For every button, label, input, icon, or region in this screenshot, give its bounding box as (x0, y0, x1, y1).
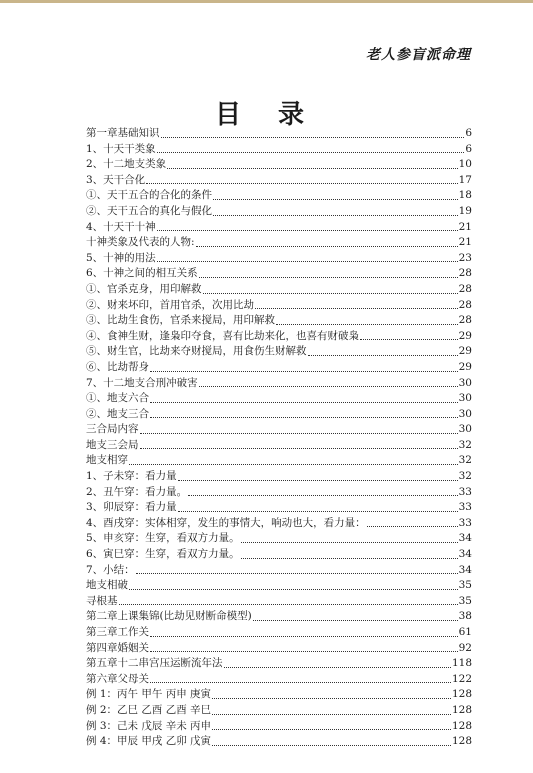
toc-entry-page-number: 33 (458, 485, 472, 498)
toc-entry-title: ②、天干五合的真化与假化 (86, 204, 212, 217)
toc-entry[interactable] (86, 298, 472, 314)
dot-leader (213, 198, 458, 200)
page-title: 目 录 (214, 100, 319, 130)
toc-entry-title: 2、丑午穿：看力量。 (86, 485, 188, 498)
toc-entry[interactable] (86, 719, 472, 735)
toc-entry-title: 1、子未穿：看力量 (86, 470, 177, 483)
toc-entry-page-number: 6 (465, 142, 472, 155)
table-of-contents (86, 126, 472, 750)
toc-entry[interactable] (86, 453, 472, 469)
toc-entry[interactable] (86, 641, 472, 657)
toc-entry-title: 地支相穿 (86, 454, 128, 467)
toc-entry-title: 2、十二地支类象 (86, 158, 167, 171)
toc-entry[interactable] (86, 282, 472, 298)
toc-entry-page-number: 29 (458, 329, 472, 342)
toc-entry-title: 1、十天干类象 (86, 142, 156, 155)
toc-entry[interactable] (86, 485, 472, 501)
toc-entry[interactable] (86, 422, 472, 438)
toc-entry-title: ③、比劫生食伤，官杀来搅局，用印解救 (86, 314, 275, 327)
toc-entry[interactable] (86, 563, 472, 579)
dot-leader (203, 292, 458, 294)
toc-entry[interactable] (86, 220, 472, 236)
dot-leader (367, 525, 458, 527)
dot-leader (213, 214, 458, 216)
toc-entry-page-number: 18 (458, 189, 472, 202)
toc-entry[interactable] (86, 469, 472, 485)
toc-entry[interactable] (86, 438, 472, 454)
dot-leader (157, 260, 458, 262)
toc-entry[interactable] (86, 500, 472, 516)
dot-leader (140, 432, 458, 434)
toc-entry-title: 例 4：甲辰 甲戌 乙卯 戊寅 (86, 735, 212, 748)
dot-leader (136, 572, 458, 574)
top-border-rule (0, 0, 533, 3)
toc-entry[interactable] (86, 173, 472, 189)
dot-leader (150, 416, 458, 418)
dot-leader (241, 541, 458, 543)
toc-entry-page-number: 118 (451, 657, 472, 670)
toc-entry-title: 例 2：乙巳 乙酉 乙酉 辛巳 (86, 703, 212, 716)
dot-leader (224, 666, 451, 668)
dot-leader (167, 167, 457, 169)
toc-entry-page-number: 28 (458, 298, 472, 311)
toc-entry-page-number: 122 (451, 672, 472, 685)
toc-entry-title: 第五章十二串宫压运断流年法 (86, 657, 223, 670)
toc-entry-page-number: 19 (458, 204, 472, 217)
toc-entry-title: 4、酉戌穿：实体相穿，发生的事情大，响动也大，看力量： (86, 516, 366, 529)
toc-entry-title: ④、食神生财，逢枭印夺食，喜有比劫来化，也喜有财破枭 (86, 329, 359, 342)
toc-entry-page-number: 28 (458, 267, 472, 280)
toc-entry-title: ⑤、财生官，比劫来夺财搅局，用食伤生财解救 (86, 345, 307, 358)
toc-entry-page-number: 128 (451, 703, 472, 716)
toc-entry-page-number: 32 (458, 470, 472, 483)
toc-entry[interactable] (86, 578, 472, 594)
dot-leader (241, 557, 458, 559)
toc-entry-title: ②、财来坏印，首用官杀，次用比劫 (86, 298, 254, 311)
toc-entry-page-number: 30 (458, 423, 472, 436)
toc-entry-page-number: 34 (458, 563, 472, 576)
toc-entry[interactable] (86, 266, 472, 282)
toc-entry-title: 地支相破 (86, 579, 128, 592)
toc-entry[interactable] (86, 516, 472, 532)
dot-leader (161, 136, 465, 138)
toc-entry[interactable] (86, 672, 472, 688)
dot-leader (212, 713, 451, 715)
toc-entry-title: 十神类象及代表的人物: (86, 236, 195, 249)
dot-leader (199, 385, 458, 387)
toc-entry-title: ①、天干五合的合化的条件 (86, 189, 212, 202)
dot-leader (157, 229, 458, 231)
dot-leader (146, 182, 457, 184)
dot-leader (157, 151, 465, 153)
dot-leader (178, 510, 458, 512)
toc-entry-title: 地支三会局 (86, 438, 139, 451)
toc-entry[interactable] (86, 188, 472, 204)
toc-entry-page-number: 29 (458, 345, 472, 358)
toc-entry-page-number: 35 (458, 579, 472, 592)
toc-entry-title: 第一章基础知识 (86, 127, 160, 139)
toc-entry-title: 寻根基 (86, 594, 118, 607)
toc-entry-page-number: 32 (458, 438, 472, 451)
toc-entry[interactable] (86, 407, 472, 423)
toc-entry-title: 3、天干合化 (86, 173, 146, 186)
toc-entry-title: 第二章上课集锦(比劫见财断命模型) (86, 610, 252, 623)
toc-entry[interactable] (86, 157, 472, 173)
toc-entry-page-number: 30 (458, 407, 472, 420)
dot-leader (150, 401, 458, 403)
toc-entry-page-number: 33 (458, 516, 472, 529)
toc-entry-page-number: 35 (458, 594, 472, 607)
toc-entry-title: 例 1：丙午 甲午 丙申 庚寅 (86, 688, 212, 701)
toc-entry-page-number: 10 (458, 158, 472, 171)
toc-entry-page-number: 29 (458, 360, 472, 373)
dot-leader (150, 650, 458, 652)
toc-entry[interactable] (86, 703, 472, 719)
toc-entry-title: 7、小结： (86, 563, 135, 576)
toc-entry[interactable] (86, 391, 472, 407)
toc-entry[interactable] (86, 625, 472, 641)
toc-entry-title: 4、十天干十神 (86, 220, 156, 233)
toc-entry-page-number: 28 (458, 282, 472, 295)
toc-entry-page-number: 21 (458, 236, 472, 249)
toc-entry-title: 6、十神之间的相互关系 (86, 267, 198, 280)
toc-entry[interactable] (86, 204, 472, 220)
toc-entry-page-number: 128 (451, 719, 472, 732)
toc-entry-title: 3、卯辰穿：看力量 (86, 501, 177, 514)
toc-entry[interactable] (86, 531, 472, 547)
toc-entry[interactable] (86, 313, 472, 329)
dot-leader (212, 744, 451, 746)
toc-entry[interactable] (86, 376, 472, 392)
toc-entry-title: 6、寅巳穿：生穿，看双方力量。 (86, 548, 240, 561)
dot-leader (129, 588, 458, 590)
dot-leader (178, 479, 458, 481)
toc-entry-title: 第三章工作关 (86, 626, 149, 638)
toc-entry-page-number: 61 (458, 626, 472, 638)
toc-entry-title: ⑥、比劫帮身 (86, 360, 149, 373)
dot-leader (360, 338, 458, 340)
toc-entry[interactable] (86, 687, 472, 703)
toc-entry-title: ①、官杀克身，用印解救 (86, 282, 202, 295)
dot-leader (308, 354, 458, 356)
toc-entry[interactable] (86, 126, 472, 142)
toc-entry-title: 第六章父母关 (86, 672, 149, 685)
dot-leader (199, 276, 458, 278)
dot-leader (196, 245, 458, 247)
toc-entry-page-number: 23 (458, 251, 472, 264)
dot-leader (150, 370, 458, 372)
dot-leader (140, 447, 458, 449)
toc-entry-title: 7、十二地支合刑冲破害 (86, 376, 198, 389)
toc-entry-title: 例 3：己未 戊辰 辛未 丙申 (86, 719, 212, 732)
dot-leader (150, 681, 451, 683)
dot-leader (212, 728, 451, 730)
dot-leader (212, 697, 451, 699)
dot-leader (255, 307, 458, 309)
toc-entry-title: 5、十神的用法 (86, 251, 156, 264)
toc-entry[interactable] (86, 142, 472, 158)
toc-entry-page-number: 30 (458, 392, 472, 405)
toc-entry-page-number: 34 (458, 548, 472, 561)
dot-leader (129, 463, 458, 465)
toc-entry-page-number: 21 (458, 220, 472, 233)
toc-entry-title: 第四章婚姻关 (86, 641, 149, 654)
dot-leader (276, 323, 458, 325)
toc-entry-title: ②、地支三合 (86, 407, 149, 420)
toc-entry[interactable] (86, 344, 472, 360)
toc-entry-page-number: 92 (458, 641, 472, 654)
toc-entry-page-number: 34 (458, 532, 472, 545)
book-title-header: 老人参盲派命理 (366, 47, 471, 63)
toc-entry-page-number: 6 (465, 127, 472, 139)
toc-entry-title: 三合局内容 (86, 423, 139, 436)
toc-entry[interactable] (86, 251, 472, 267)
toc-entry-page-number: 128 (451, 688, 472, 701)
dot-leader (119, 603, 458, 605)
toc-entry[interactable] (86, 734, 472, 750)
toc-entry-title: 5、申亥穿：生穿，看双方力量。 (86, 532, 240, 545)
toc-entry[interactable] (86, 235, 472, 251)
toc-entry-page-number: 33 (458, 501, 472, 514)
dot-leader (150, 635, 458, 637)
toc-entry[interactable] (86, 547, 472, 563)
toc-entry-title: ①、地支六合 (86, 392, 149, 405)
toc-entry[interactable] (86, 609, 472, 625)
toc-entry[interactable] (86, 360, 472, 376)
dot-leader (188, 494, 457, 496)
toc-entry-page-number: 38 (458, 610, 472, 623)
toc-entry-page-number: 128 (451, 735, 472, 748)
toc-entry[interactable] (86, 656, 472, 672)
toc-entry-page-number: 28 (458, 314, 472, 327)
toc-entry[interactable] (86, 329, 472, 345)
toc-entry-page-number: 30 (458, 376, 472, 389)
toc-entry-page-number: 32 (458, 454, 472, 467)
dot-leader (253, 619, 458, 621)
toc-entry-page-number: 17 (458, 173, 472, 186)
toc-entry[interactable] (86, 594, 472, 610)
